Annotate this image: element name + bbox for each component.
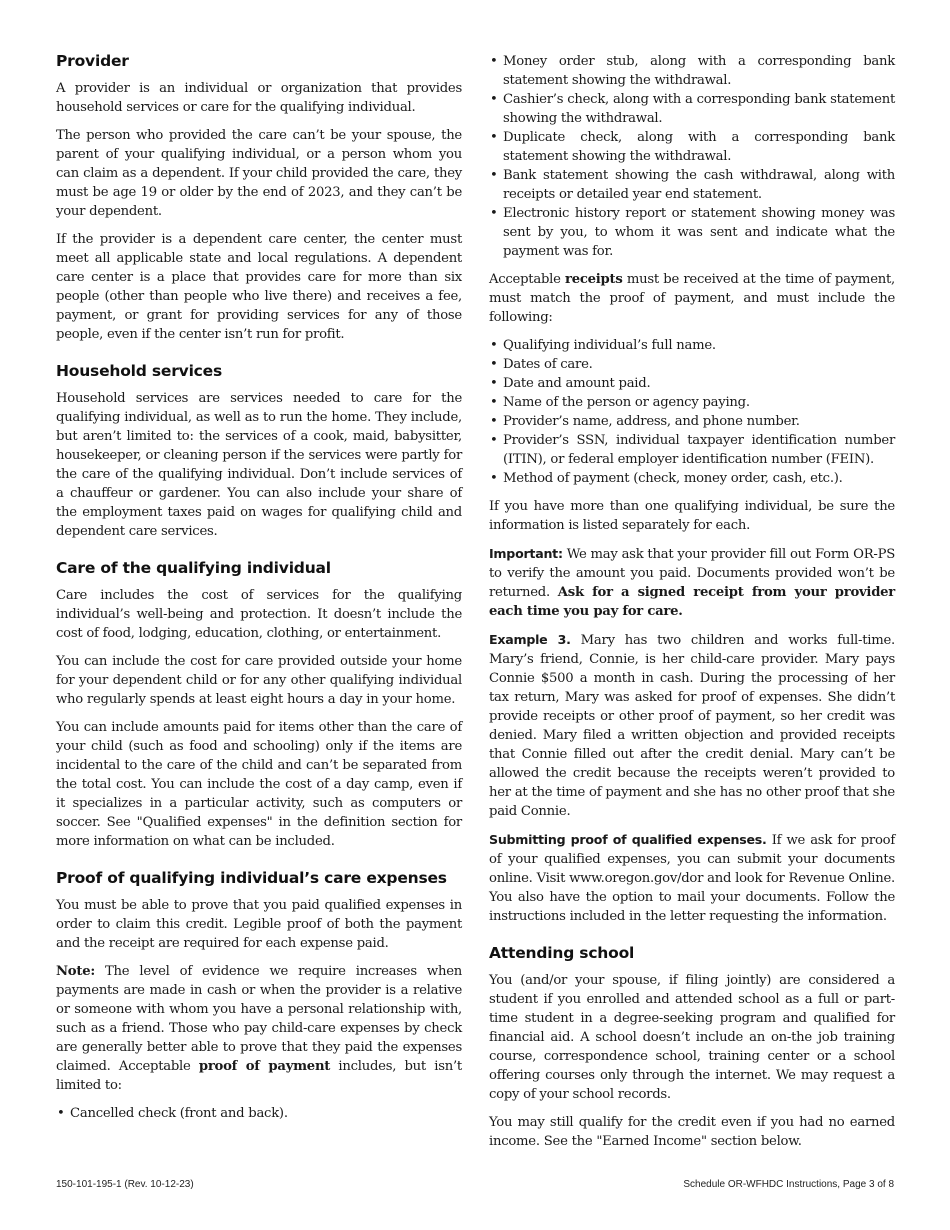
page-label: Schedule OR-WFHDC Instructions, Page 3 of 8: [683, 1179, 894, 1190]
bold-instruction: Ask for a signed receipt from your provider each time you pay for care.: [489, 585, 895, 619]
left-column: [56, 52, 462, 1132]
paragraph: You must be able to prove that you paid qualified expenses in order to claim this credit. Legible proof of both the payment and the receipt are required for each expense paid.: [56, 898, 462, 951]
section-attending-school: [489, 944, 895, 1151]
important-paragraph: Important: We may ask that your provider fill out Form OR-PS to verify the amount you paid. Documents provided won’t be returned. Ask for a signed receipt from your provider each time you pay for care.: [489, 546, 895, 619]
list-item: • Money order stub, along with a corresponding bank statement showing the withdrawal.: [489, 52, 895, 90]
bullet-list-receipts: [489, 336, 895, 488]
section-heading: Household services: [56, 362, 223, 380]
form-number: 150-101-195-1 (Rev. 10-12-23): [56, 1179, 194, 1190]
paragraph: The person who provided the care can’t be your spouse, the parent of your qualifying individual, or a person whom you can claim as a dependent. If your child provided the care, they must be age 19 or older by the end of 2023, and they can’t be your dependent.: [56, 128, 462, 219]
paragraph: Acceptable receipts must be received at the time of payment, must match the proof of payment, and must include the following:: [489, 272, 895, 325]
list-item: • Qualifying individual’s full name.: [489, 336, 895, 355]
section-proof-of-care-expenses: [56, 869, 462, 1123]
section-household-services: [56, 362, 462, 541]
paragraph: Household services are services needed to care for the qualifying individual, as well as to run the home. They include, but aren’t limited to: the services of a cook, maid, babysitter, housekeeper, or cleaning person if the services were partly for the care of the qualifying individual. Don’t include services of a chauffeur or gardener. You can also include your share of the employment taxes paid on wages for qualifying child and dependent care services.: [56, 391, 462, 539]
bullet-list: [56, 1104, 462, 1123]
list-item: • Bank statement showing the cash withdrawal, along with receipts or detailed year end statement.: [489, 166, 895, 204]
example-label: Example 3.: [489, 632, 571, 647]
section-heading: Provider: [56, 52, 129, 70]
section-provider: [56, 52, 462, 344]
bullet-list-proof-of-payment: [489, 52, 895, 261]
paragraph: You can include amounts paid for items other than the care of your child (such as food and schooling) only if the items are incidental to the care of the child and can’t be separated from the total cost. You can include the cost of a day camp, even if it specializes in a particular activity, such as computers or soccer. See "Qualified expenses" in the definition section for more information on what can be included.: [56, 720, 462, 849]
list-item: • Method of payment (check, money order, cash, etc.).: [489, 469, 895, 488]
bold-term: proof of payment: [198, 1059, 331, 1074]
submitting-paragraph: Submitting proof of qualified expenses. If we ask for proof of your qualified expenses, you can submit your documents online. Visit www.oregon.gov/dor and look for Revenue Online. You also have the option to mail your documents. Follow the instructions included in the letter requesting the information.: [489, 832, 895, 924]
section-care-of-qualifying-individual: [56, 559, 462, 851]
note-label: Note:: [56, 964, 95, 979]
list-item: • Cancelled check (front and back).: [56, 1104, 462, 1123]
section-heading: Care of the qualifying individual: [56, 559, 331, 577]
submitting-label: Submitting proof of qualified expenses.: [489, 832, 767, 847]
list-item: • Name of the person or agency paying.: [489, 393, 895, 412]
paragraph: Care includes the cost of services for the qualifying individual’s well-being and protection. It doesn’t include the cost of food, lodging, education, clothing, or entertainment.: [56, 588, 462, 641]
important-label: Important:: [489, 546, 563, 561]
right-column: [489, 52, 895, 1160]
bold-term: receipts: [565, 272, 623, 287]
list-item: • Provider’s name, address, and phone number.: [489, 412, 895, 431]
paragraph: You (and/or your spouse, if filing jointly) are considered a student if you enrolled and attended school as a full or part-time student in a degree-seeking program and qualified for financial aid. A school doesn’t include an on-the job training course, correspondence school, training center or a school offering courses only through the internet. We may request a copy of your school records.: [489, 973, 895, 1102]
list-item: • Duplicate check, along with a corresponding bank statement showing the withdrawal.: [489, 128, 895, 166]
example-paragraph: Example 3. Mary has two children and works full-time. Mary’s friend, Connie, is her child-care provider. Mary pays Connie $500 a month in cash. During the processing of her tax return, Mary was asked for proof of expenses. She didn’t provide receipts or other proof of payment, so her credit was denied. Mary filed a written objection and provided receipts that Connie filled out after the credit denial. Mary can’t be allowed the credit because the receipts weren’t provided to her at the time of payment and she has no other proof that she paid Connie.: [489, 632, 895, 819]
paragraph: If the provider is a dependent care center, the center must meet all applicable state and local regulations. A dependent care center is a place that provides care for more than six people (other than people who live there) and receives a fee, payment, or grant for providing services for any of those people, even if the center isn’t run for profit.: [56, 232, 462, 342]
note-paragraph: Note: The level of evidence we require increases when payments are made in cash or when the provider is a relative or someone with whom you have a personal relationship with, such as a friend. Those who pay child-care expenses by check are generally better able to prove that they paid the expenses claimed. Acceptable proof of payment includes, but isn’t limited to:: [56, 964, 462, 1093]
list-item: • Electronic history report or statement showing money was sent by you, to whom it was sent and indicate what the payment was for.: [489, 204, 895, 261]
list-item: • Cashier’s check, along with a corresponding bank statement showing the withdrawal.: [489, 90, 895, 128]
list-item: • Date and amount paid.: [489, 374, 895, 393]
paragraph: A provider is an individual or organization that provides household services or care for the qualifying individual.: [56, 81, 462, 115]
section-heading: Attending school: [489, 944, 635, 962]
paragraph: You may still qualify for the credit even if you had no earned income. See the "Earned Income" section below.: [489, 1115, 895, 1149]
section-heading: Proof of qualifying individual’s care expenses: [56, 869, 447, 887]
list-item: • Provider’s SSN, individual taxpayer identification number (ITIN), or federal employer identification number (FEIN).: [489, 431, 895, 469]
paragraph: If you have more than one qualifying individual, be sure the information is listed separately for each.: [489, 499, 895, 533]
paragraph: You can include the cost for care provided outside your home for your dependent child or for any other qualifying individual who regularly spends at least eight hours a day in your home.: [56, 654, 462, 707]
list-item: • Dates of care.: [489, 355, 895, 374]
